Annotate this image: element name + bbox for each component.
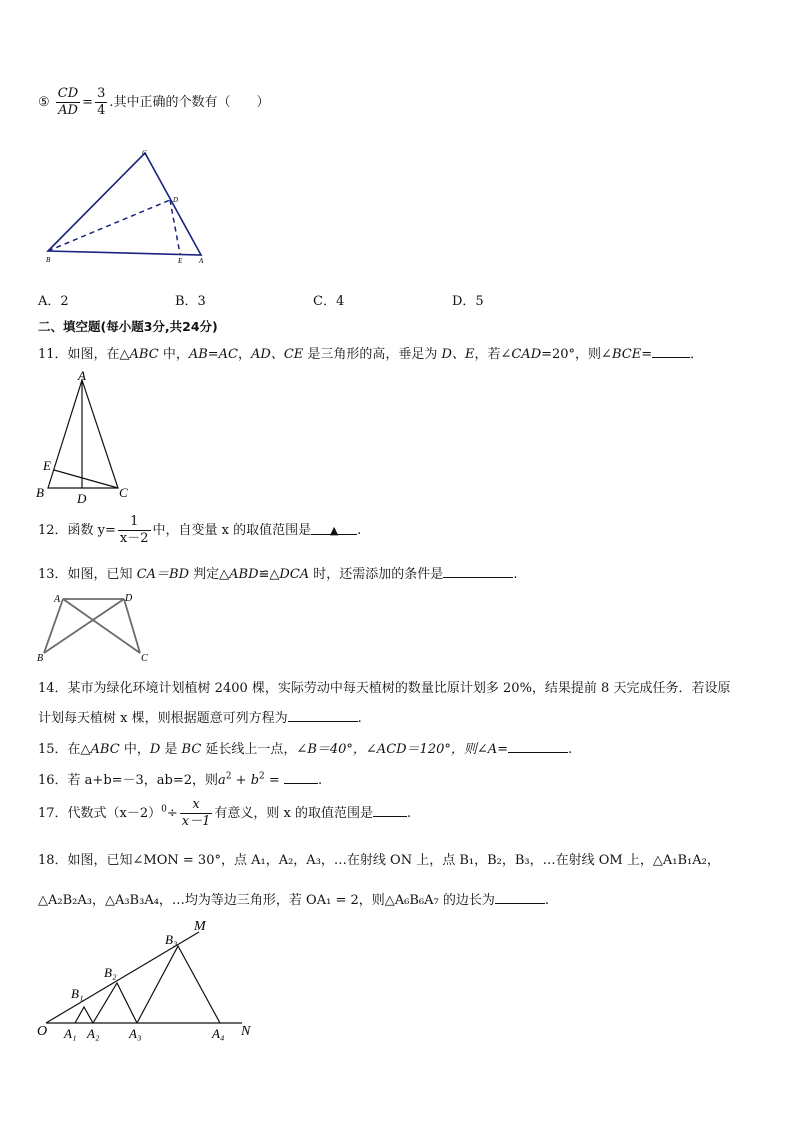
q15-answer-blank[interactable] [508, 740, 568, 753]
q13-figure [34, 590, 159, 665]
label-d: D [125, 593, 133, 604]
triangle-a1b1a2 [75, 1007, 93, 1023]
label-o: O [37, 1024, 48, 1039]
label-b2: B₂ [104, 965, 117, 980]
label-a: A [78, 368, 86, 383]
q10-marker: ⑤ [38, 95, 50, 110]
label-e: E [43, 458, 51, 473]
label-c: C [119, 485, 128, 500]
q16-answer-blank[interactable] [284, 771, 318, 784]
q12-text: 12．函数 y= $\frac{1}{x-2}$ 中，自变量 x 的取值范围是 ▲ . [38, 514, 362, 546]
dashed-bd [48, 200, 170, 251]
label-a1: A₁ [64, 1026, 77, 1041]
label-d: D [173, 196, 179, 204]
q18-line1: 18．如图，已知∠MON = 30°，点 A₁，A₂，A₃，…在射线 ON 上，点 B₁，B₂，B₃，…在射线 OM 上，△A₁B₁A₂， [38, 853, 720, 868]
q18-figure [34, 914, 266, 1044]
q11-figure [34, 368, 144, 506]
label-a: A [199, 257, 204, 265]
q17-text: 17．代数式$(x-2)^0\div$ $\frac{x}{x-1}$ 有意义，则 x 的取值范围是 . [38, 797, 412, 829]
q18-line2: △A₂B₂A₃，△A₃B₃A₄，…均为等边三角形，若 OA₁ = 2，则△A₆B₆A₇ 的边长为 . [38, 893, 549, 908]
segment-dc [124, 599, 140, 653]
q10-option-c: C．4 [313, 294, 345, 309]
label-c: C [142, 149, 147, 157]
q10-question-text: .其中正确的个数有（ ） [109, 95, 270, 110]
label-c: C [141, 653, 148, 664]
altitude-ce [54, 470, 118, 488]
q10-option-b: B．3 [175, 294, 206, 309]
label-b1: B₁ [71, 986, 84, 1001]
q10-option-a: A．2 [38, 294, 69, 309]
q15-text: 15．在△ABC 中，D 是 BC 延长线上一点，∠B＝40°，∠ACD＝120°，则∠A= . [38, 742, 573, 757]
segment-ab [44, 599, 63, 653]
q14-line2: 计划每天植树 x 棵，则根据题意可列方程为 . [38, 711, 362, 726]
q17-answer-blank[interactable] [373, 804, 407, 817]
label-a3: A₃ [129, 1026, 142, 1041]
q13-answer-blank[interactable] [443, 565, 513, 578]
triangle-a2b2a3 [93, 983, 137, 1023]
fraction-1-over-x-minus-2: $\frac{1}{x-2}$ [119, 514, 149, 546]
label-a4: A₄ [212, 1026, 225, 1041]
label-b: B [46, 256, 51, 264]
label-a2: A₂ [87, 1026, 100, 1041]
label-d: D [77, 491, 87, 506]
segment-db [44, 599, 124, 653]
q10-option5-line: ⑤ $\frac{CD}{AD}$ = $\frac{3}{4}$ .其中正确的个数有（ ） [38, 86, 270, 118]
label-b: B [37, 653, 44, 664]
label-b3: B₃ [165, 932, 178, 947]
q18-answer-blank[interactable] [495, 891, 545, 904]
label-a: A [54, 594, 61, 605]
q14-answer-blank[interactable] [288, 709, 358, 722]
section-heading: 二、填空题(每小题3分,共24分) [38, 319, 218, 334]
q13-text: 13．如图，已知 CA＝BD 判定△ABD≌△DCA 时，还需添加的条件是 . [38, 567, 518, 582]
q10-figure [38, 145, 218, 270]
q11-text: 11．如图，在△ABC 中，AB=AC，AD、CE 是三角形的高，垂足为 D、E，若∠CAD=20°，则∠BCE= ． [38, 347, 704, 362]
label-e: E [178, 257, 183, 265]
label-m: M [194, 919, 206, 934]
fraction-x-over-x-minus-1: $\frac{x}{x-1}$ [181, 797, 211, 829]
q16-text: 16．若 a+b=－3，ab=2，则$a^2 + b^2$ = . [38, 771, 323, 788]
label-n: N [241, 1024, 251, 1039]
q12-answer-blank[interactable] [311, 522, 357, 535]
q14-line1: 14．某市为绿化环境计划植树 2400 棵，实际劳动中每天植树的数量比原计划多 20%，结果提前 8 天完成任务．若设原 [38, 681, 731, 696]
q10-option-d: D．5 [452, 294, 484, 309]
fraction-cd-ad: $\frac{CD}{AD}$ [57, 86, 79, 118]
segment-ac [63, 599, 140, 653]
q11-answer-blank[interactable] [652, 345, 690, 358]
triangle-a3b3a4 [137, 946, 220, 1023]
label-b: B [36, 485, 44, 500]
triangle-marker-icon: ▲ [329, 524, 339, 537]
fraction-3-4: $\frac{3}{4}$ [97, 86, 106, 118]
